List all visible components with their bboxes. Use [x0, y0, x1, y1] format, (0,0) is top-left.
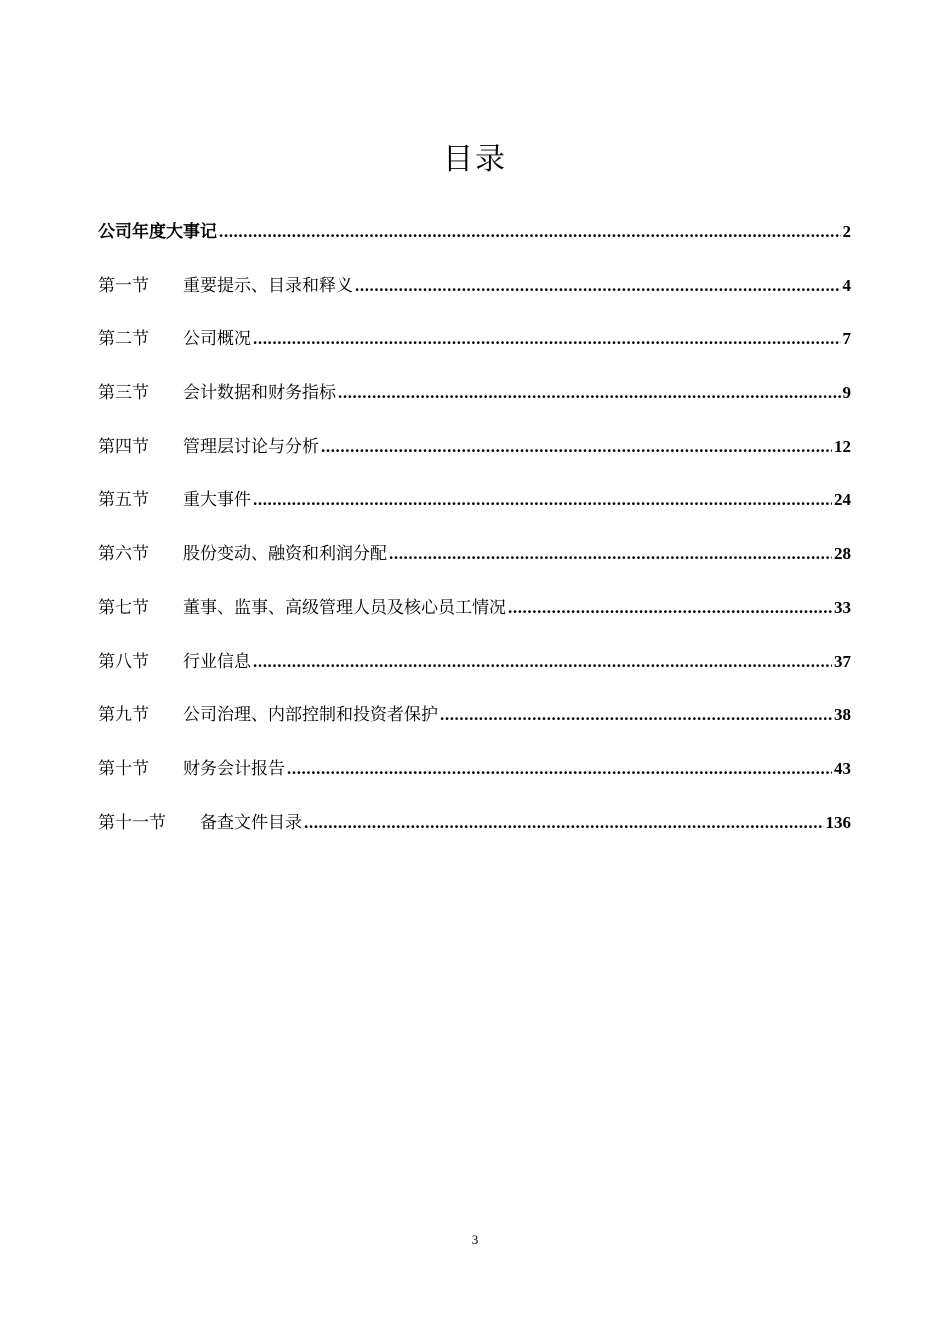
toc-dot-leader: [338, 373, 841, 413]
toc-entry-page: 43: [834, 758, 851, 778]
toc-entry-title: 重大事件: [183, 490, 251, 511]
toc-dot-leader: [440, 695, 832, 735]
toc-entry-title: 备查文件目录: [200, 812, 302, 833]
toc-entry-section-3[interactable]: [98, 373, 851, 427]
toc-dot-leader: [321, 427, 832, 467]
toc-entry-title: 公司治理、内部控制和投资者保护: [183, 705, 438, 726]
toc-entry-section-label: 第三节: [98, 383, 149, 404]
toc-entry-page: 2: [842, 222, 851, 241]
toc-entry-page: 7: [842, 329, 851, 349]
toc-entry-section-1[interactable]: [98, 266, 851, 320]
toc-entry-section-11[interactable]: [98, 803, 851, 857]
toc-entry-title: 会计数据和财务指标: [183, 383, 336, 404]
toc-entry-section-10[interactable]: [98, 749, 851, 803]
toc-entry-title: 行业信息: [183, 651, 251, 672]
toc-entry-page: 136: [825, 812, 851, 832]
toc-entry-section-label: 第四节: [98, 436, 149, 457]
toc-dot-leader: [253, 480, 832, 520]
toc-entry-section-label: 第十节: [98, 758, 149, 779]
toc-dot-leader: [253, 642, 832, 682]
toc-entry-page: 33: [834, 597, 851, 617]
toc-entry-section-label: 第八节: [98, 651, 149, 672]
toc-entry-page: 28: [834, 544, 851, 564]
toc-entry-page: 9: [842, 383, 851, 403]
toc-entry-title: 重要提示、目录和释义: [183, 275, 353, 296]
toc-entry-page: 12: [834, 436, 851, 456]
toc-dot-leader: [253, 319, 841, 359]
toc-entry-page: 38: [834, 705, 851, 725]
toc-entry-section-5[interactable]: [98, 480, 851, 534]
toc-entry-section-8[interactable]: [98, 642, 851, 696]
page-number: 3: [471, 1232, 479, 1247]
toc-dot-leader: [508, 588, 832, 628]
toc-entry-section-label: 第六节: [98, 544, 149, 565]
toc-entry-title: 财务会计报告: [183, 758, 285, 779]
toc-dot-leader: [304, 803, 824, 843]
toc-entry-page: 4: [842, 275, 851, 295]
toc-entry-events[interactable]: [98, 212, 851, 266]
toc-dot-leader: [287, 749, 832, 789]
toc-entry-section-7[interactable]: [98, 588, 851, 642]
toc-entry-title: 公司概况: [183, 329, 251, 350]
toc-entry-section-label: 第九节: [98, 705, 149, 726]
toc-entry-section-label: 第一节: [98, 275, 149, 296]
toc-entry-section-label: 第五节: [98, 490, 149, 511]
toc-entry-page: 24: [834, 490, 851, 510]
toc-dot-leader: [355, 266, 841, 306]
page-title: 目录: [443, 142, 507, 178]
table-of-contents: [98, 212, 851, 856]
toc-entry-title: 管理层讨论与分析: [183, 436, 319, 457]
toc-dot-leader: [389, 534, 832, 574]
toc-entry-section-4[interactable]: [98, 427, 851, 481]
toc-dot-leader: [219, 212, 841, 252]
toc-entry-section-6[interactable]: [98, 534, 851, 588]
toc-entry-title: 董事、监事、高级管理人员及核心员工情况: [183, 597, 506, 618]
toc-entry-section-9[interactable]: [98, 695, 851, 749]
toc-entry-section-label: 第十一节: [98, 812, 166, 833]
toc-entry-title: 股份变动、融资和利润分配: [183, 544, 387, 565]
toc-entry-section-label: 第二节: [98, 329, 149, 350]
toc-entry-section-label: 第七节: [98, 597, 149, 618]
toc-entry-section-2[interactable]: [98, 319, 851, 373]
toc-entry-page: 37: [834, 651, 851, 671]
toc-entry-title: 公司年度大事记: [98, 222, 217, 242]
